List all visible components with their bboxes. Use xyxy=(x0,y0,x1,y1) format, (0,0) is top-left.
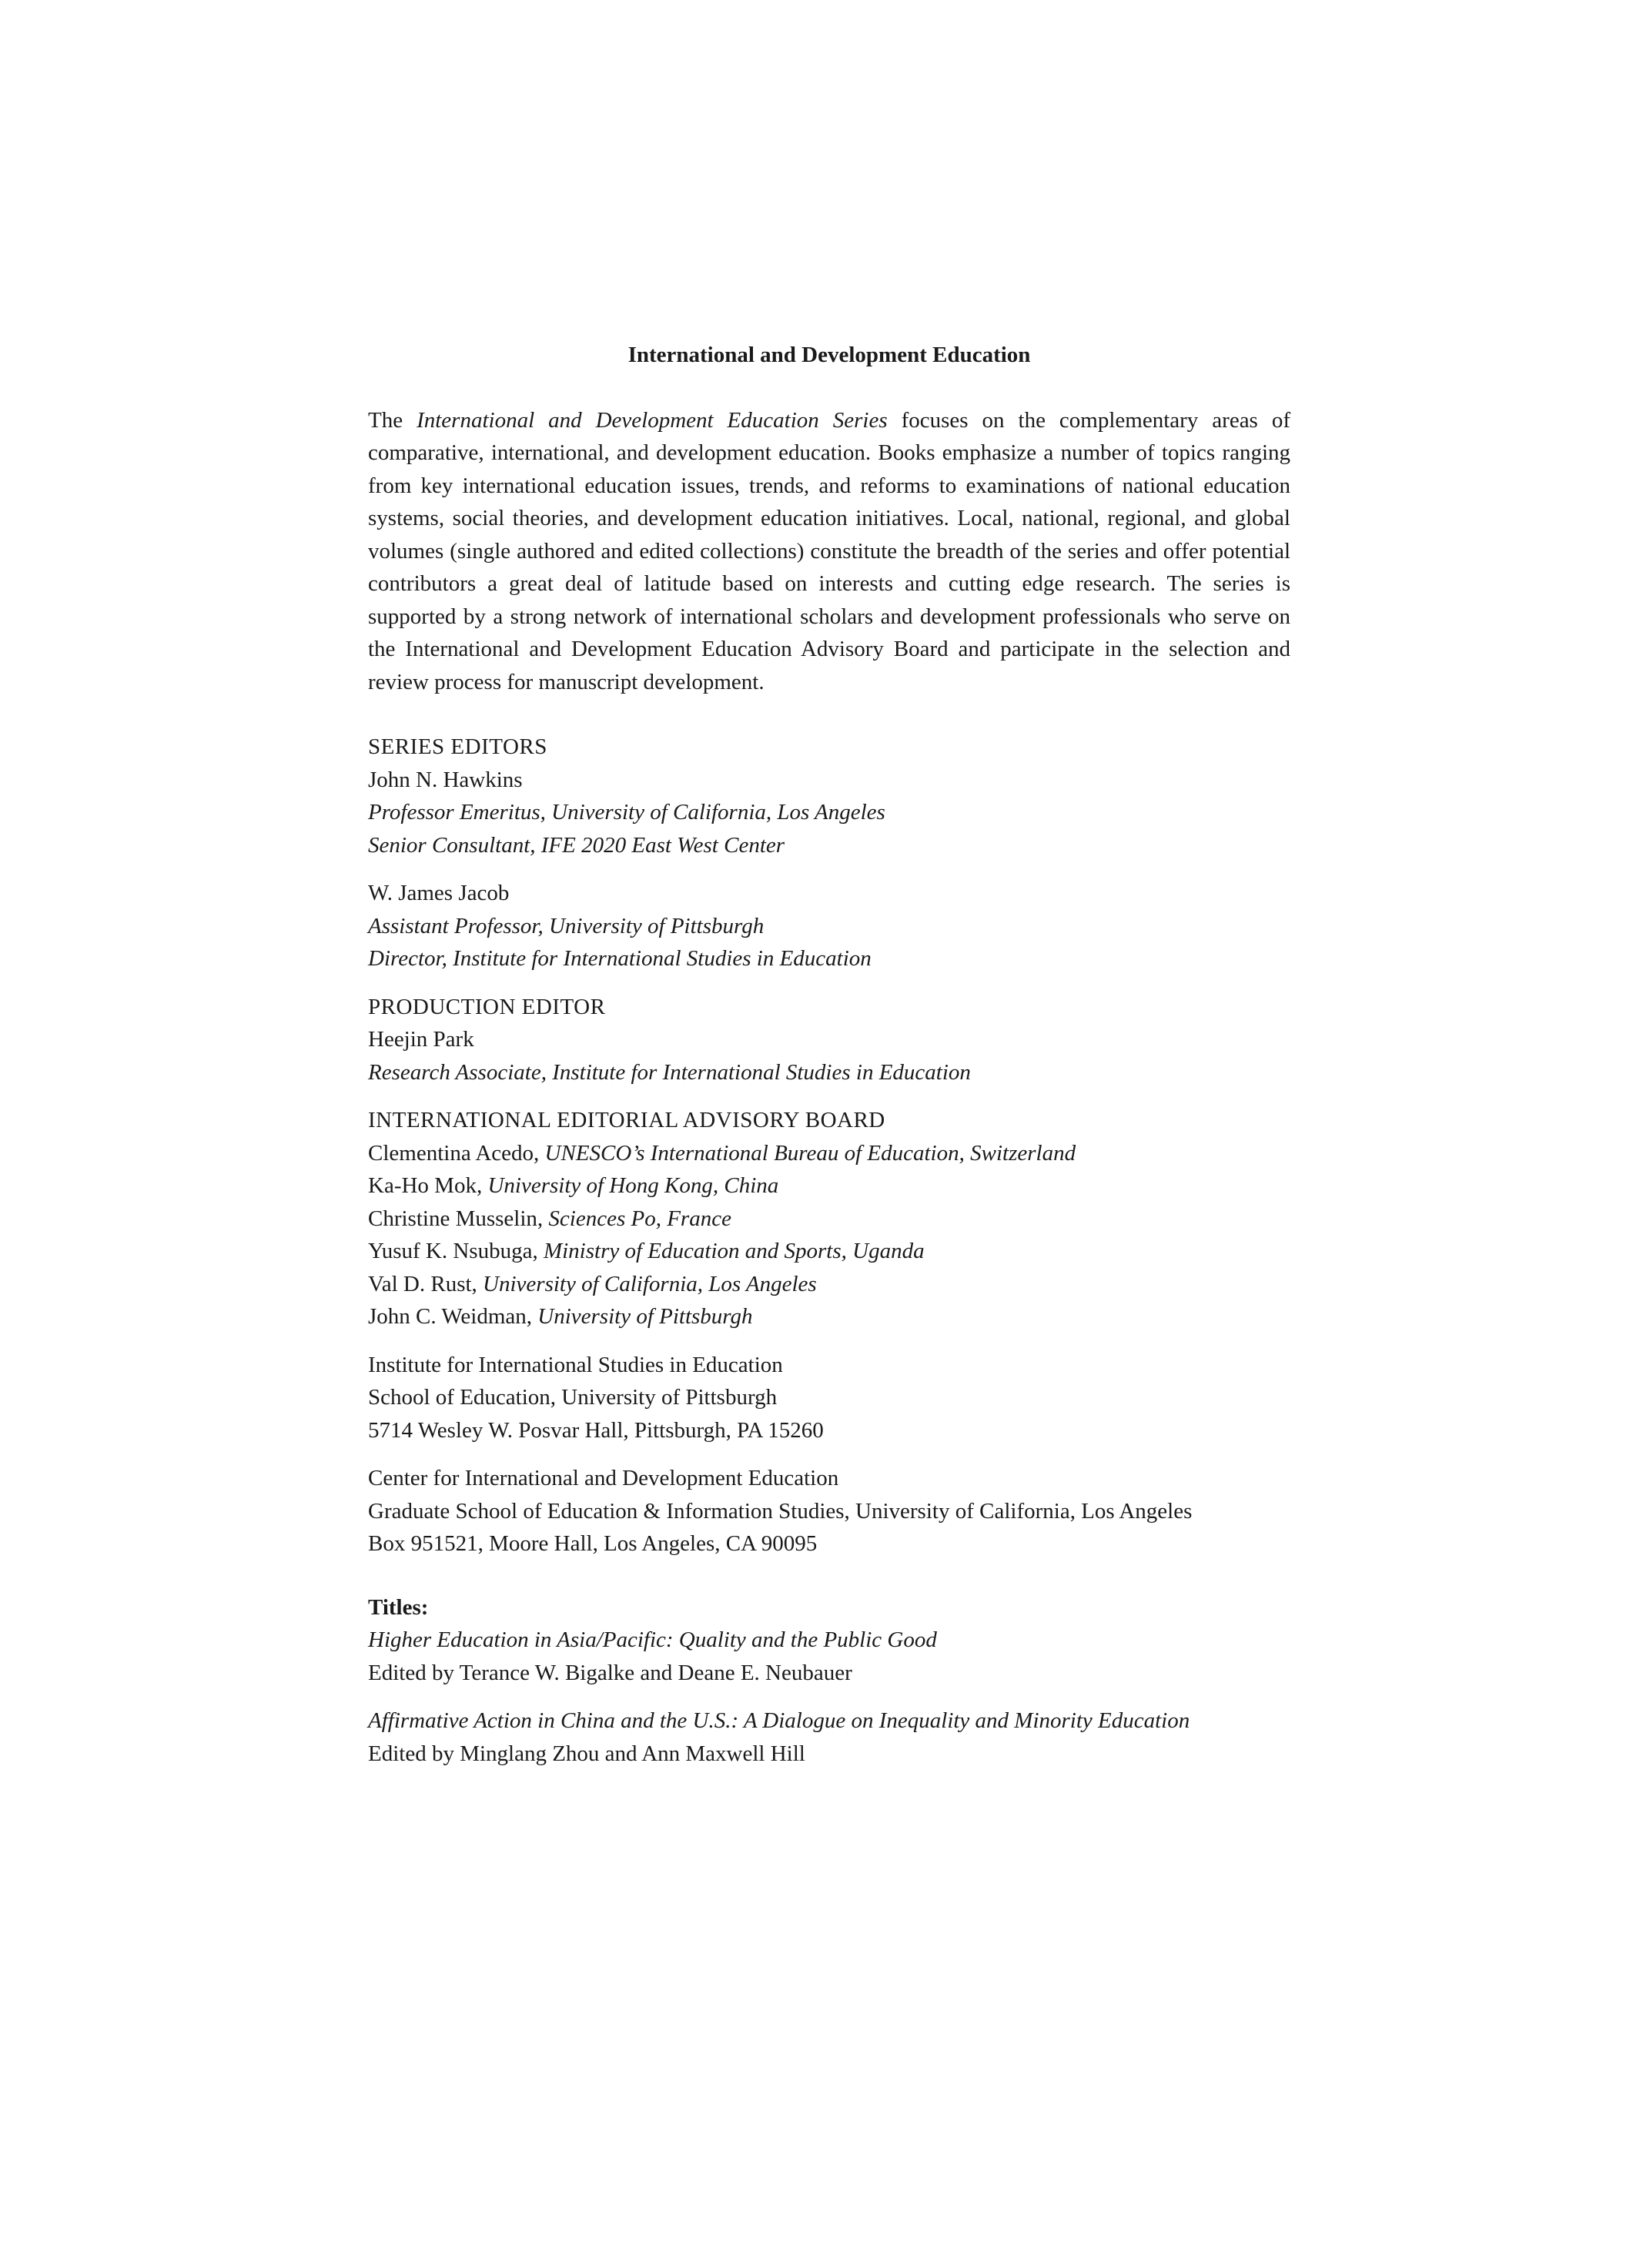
address-line: Box 951521, Moore Hall, Los Angeles, CA 90095 xyxy=(368,1531,818,1556)
address-line: Center for International and Development Education xyxy=(368,1466,839,1490)
intro-pre: The xyxy=(368,407,417,433)
address-line: Institute for International Studies in Education xyxy=(368,1352,783,1377)
board-member-affiliation: Sciences Po, France xyxy=(548,1206,731,1231)
address-line: Graduate School of Education & Information Studies, University of California, Los Angeles xyxy=(368,1498,1193,1524)
intro-body: focuses on the complementary areas of comparative, international, and development education. Books emphasize a number of topics ranging from key international education issues, trends, and reforms to examinations of national education systems, social theories, and development education initiatives. Local, national, regional, and global volumes (single authored and edited collections) constitute the breadth of the series and offer potential contributors a great deal of latitude based on interests and cutting edge research. The series is supported by a strong network of international scholars and development professionals who serve on the International and Development Education Advisory Board and participate in the selection and review process for manuscript development. xyxy=(368,407,1290,694)
board-member-name: Clementina Acedo, xyxy=(368,1140,545,1166)
board-member-name: Yusuf K. Nsubuga, xyxy=(368,1239,544,1263)
production-editor-section xyxy=(368,991,1290,1089)
series-description xyxy=(368,404,1290,699)
editor-role: Assistant Professor, University of Pittsburgh xyxy=(368,913,765,938)
address-pittsburgh xyxy=(368,1349,1290,1447)
editor-role: Director, Institute for International Studies in Education xyxy=(368,946,872,971)
series-name: International and Development Education Series xyxy=(417,407,888,433)
board-member-name: Christine Musselin, xyxy=(368,1206,549,1231)
series-editors-section xyxy=(368,731,1290,861)
board-member-name: Val D. Rust, xyxy=(368,1271,484,1296)
book-editors: Edited by Minglang Zhou and Ann Maxwell Hill xyxy=(368,1741,805,1766)
address-line: School of Education, University of Pittsburgh xyxy=(368,1385,778,1410)
board-member xyxy=(368,1268,1290,1301)
board-member xyxy=(368,1137,1290,1170)
board-member xyxy=(368,1169,1290,1203)
advisory-board-section xyxy=(368,1104,1290,1333)
book-title: Affirmative Action in China and the U.S.: A Dialogue on Inequality and Minority Education xyxy=(368,1708,1190,1733)
board-member xyxy=(368,1300,1290,1333)
board-member-affiliation: UNESCO’s International Bureau of Education, Switzerland xyxy=(544,1140,1076,1166)
series-editors-heading: SERIES EDITORS xyxy=(368,734,547,759)
editor-name: John N. Hawkins xyxy=(368,767,523,792)
board-member-affiliation: University of Pittsburgh xyxy=(537,1304,753,1329)
address-line: 5714 Wesley W. Posvar Hall, Pittsburgh, PA 15260 xyxy=(368,1417,824,1443)
book-title: Higher Education in Asia/Pacific: Quality and the Public Good xyxy=(368,1627,937,1652)
titles-section xyxy=(368,1591,1290,1690)
board-member-affiliation: University of California, Los Angeles xyxy=(483,1271,817,1296)
production-editor-role: Research Associate, Institute for International Studies in Education xyxy=(368,1059,971,1085)
editor-name: W. James Jacob xyxy=(368,881,510,905)
title-entry xyxy=(368,1704,1290,1770)
board-member-name: Ka-Ho Mok, xyxy=(368,1173,488,1198)
titles-heading: Titles: xyxy=(368,1594,429,1620)
board-member-name: John C. Weidman, xyxy=(368,1304,538,1329)
page-content xyxy=(368,339,1290,1785)
editor-role: Professor Emeritus, University of California, Los Angeles xyxy=(368,800,885,825)
board-member-affiliation: University of Hong Kong, China xyxy=(487,1173,779,1198)
page-title: International and Development Education xyxy=(627,343,1031,367)
advisory-board-heading: INTERNATIONAL EDITORIAL ADVISORY BOARD xyxy=(368,1108,885,1132)
board-member-affiliation: Ministry of Education and Sports, Uganda xyxy=(543,1239,925,1263)
board-member xyxy=(368,1235,1290,1268)
board-member xyxy=(368,1203,1290,1236)
book-editors: Edited by Terance W. Bigalke and Deane E. Neubauer xyxy=(368,1660,852,1685)
series-editor-block xyxy=(368,877,1290,975)
editor-role: Senior Consultant, IFE 2020 East West Center xyxy=(368,832,785,858)
address-ucla xyxy=(368,1462,1290,1561)
production-editor-heading: PRODUCTION EDITOR xyxy=(368,994,606,1019)
production-editor-name: Heejin Park xyxy=(368,1027,474,1052)
